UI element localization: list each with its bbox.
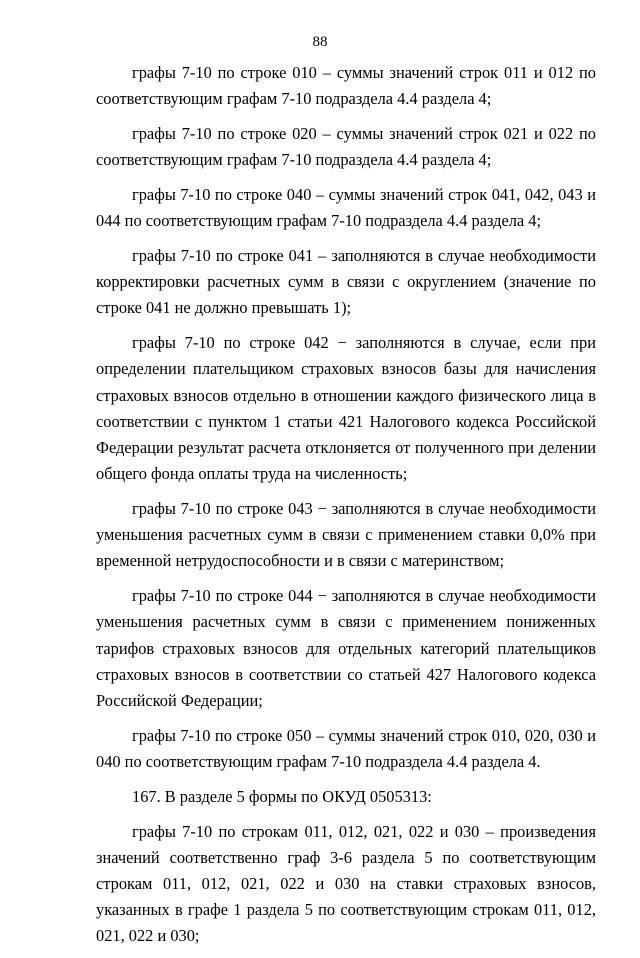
paragraph-row-040: графы 7-10 по строке 040 – суммы значений строк 041, 042, 043 и 044 по соответствующим графам 7-10 подраздела 4.4 раздела 4; — [96, 185, 596, 231]
page-number: 88 — [312, 34, 328, 50]
paragraph-row-020: графы 7-10 по строке 020 – суммы значений строк 021 и 022 по соответствующим графам 7-10 подраздела 4.4 раздела 4; — [96, 124, 596, 170]
document-body — [96, 60, 596, 958]
paragraph-row-042: графы 7-10 по строке 042 − заполняются в случае, если при определении плательщиком страховых взносов базы для начисления страховых взносов отдельно в отношении каждого физического лица в соответствии с пунктом 1 статьи 421 Налогового кодекса Российской Федерации результат расчета отклоняется от полученного при делении общего фонда оплаты труда на численность; — [96, 333, 596, 484]
paragraph-row-041: графы 7-10 по строке 041 – заполняются в случае необходимости корректировки расчетных сумм в связи с округлением (значение по строке 041 не должно превышать 1); — [96, 246, 596, 318]
paragraph-row-010: графы 7-10 по строке 010 – суммы значений строк 011 и 012 по соответствующим графам 7-10 подраздела 4.4 раздела 4; — [96, 63, 596, 109]
paragraph-item-167: 167. В разделе 5 формы по ОКУД 0505313: — [132, 786, 432, 806]
paragraph-row-043: графы 7-10 по строке 043 − заполняются в случае необходимости уменьшения расчетных сумм в связи с применением ставки 0,0% при временной нетрудоспособности и в связи с материнством; — [96, 499, 596, 571]
paragraph-row-050: графы 7-10 по строке 050 – суммы значений строк 010, 020, 030 и 040 по соответствующим графам 7-10 подраздела 4.4 раздела 4. — [96, 725, 596, 772]
paragraph-row-044: графы 7-10 по строке 044 − заполняются в случае необходимости уменьшения расчетных сумм в связи с применением пониженных тарифов страховых взносов для отдельных категорий плательщиков страховых взносов в соответствии со статьей 427 Налогового кодекса Российской Федерации; — [96, 586, 596, 711]
paragraph-section-5: графы 7-10 по строкам 011, 012, 021, 022 и 030 – произведения значений соответственно граф 3-6 раздела 5 по соответствующим строкам 011, 012, 021, 022 и 030 на ставки страховых взносов, указанных в графе 1 раздела 5 по соответствующим строкам 011, 012, 021, 022 и 030; — [96, 821, 596, 946]
